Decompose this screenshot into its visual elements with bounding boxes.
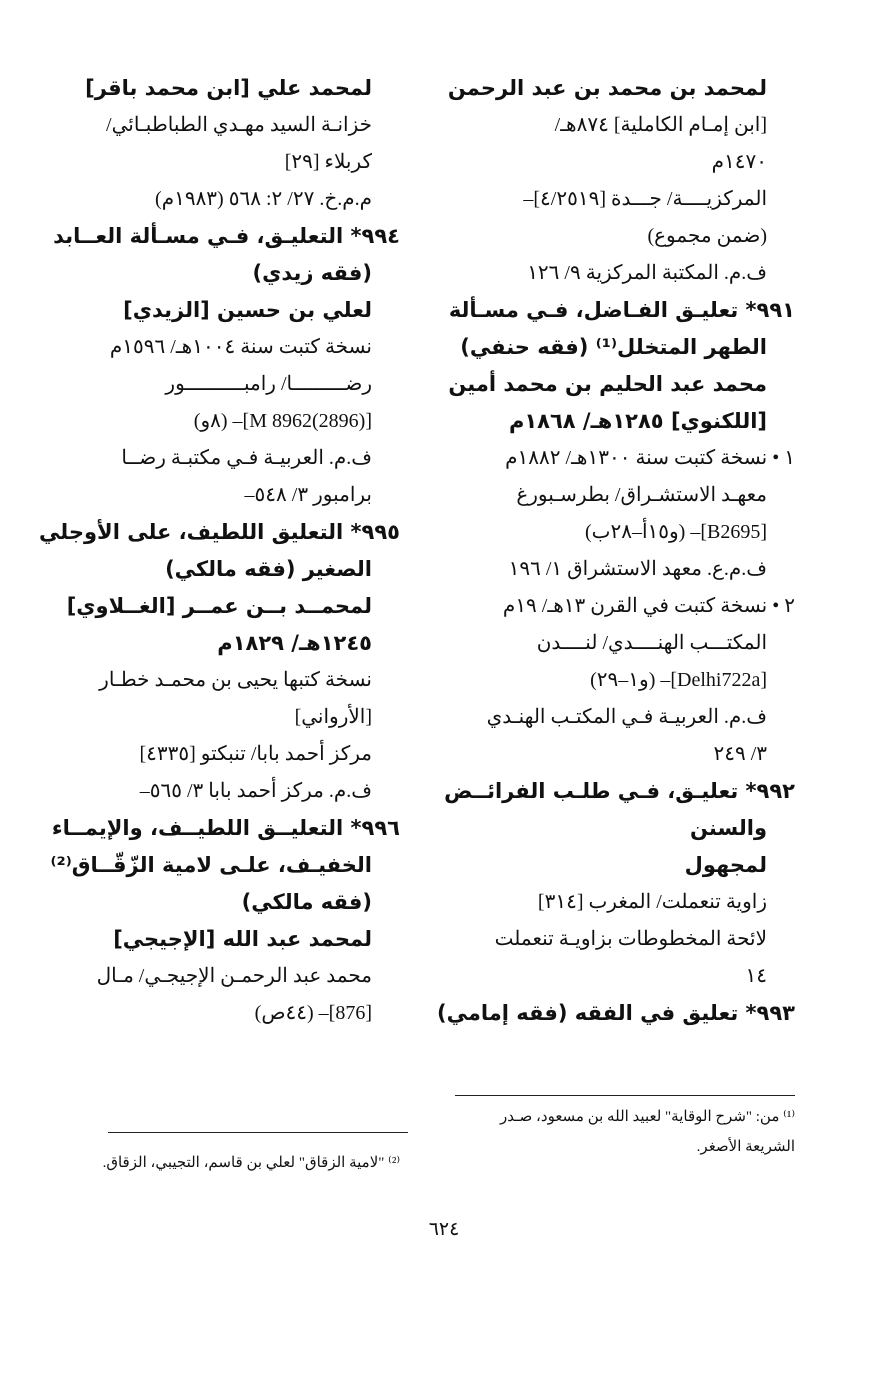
left-column-line: برامبور ٣/ ٥٤٨– (244, 484, 372, 506)
page-number: ٦٢٤ (428, 1219, 460, 1240)
left-column-line: لمحمــد بــن عمــر [الغــلاوي] (66, 594, 372, 618)
left-column-line: كربلاء [٢٩] (284, 151, 372, 173)
left-column-line: الخفيـف، علـى لامية الزّقّــاق⁽²⁾ (50, 853, 372, 877)
right-column-line: معهـد الاستشـراق/ بطرسـبورغ (516, 484, 767, 506)
right-column-line: ١٤٧٠م (711, 151, 767, 173)
right-column-line: المركزيــــة/ جـــدة [٤/٢٥١٩]– (523, 188, 767, 210)
left-column-line: [876]– (٤٤ص) (254, 1002, 372, 1024)
left-column-line: [(2896)8962 M]– (٨و) (193, 410, 372, 432)
left-column-line: نسخة كتبها يحيى بن محمـد خطـار (99, 669, 372, 691)
left-column-line: ف.م. العربيـة فـي مكتبـة رضــا (121, 447, 372, 469)
right-column-line: ف.م. المكتبة المركزية ٩/ ١٢٦ (527, 262, 767, 284)
left-column-line: ١٢٤٥هـ/ ١٨٢٩م (217, 631, 372, 655)
left-column-line: مركز أحمد بابا/ تنبكتو [٤٣٣٥] (139, 743, 372, 765)
right-column-line: لمحمد بن محمد بن عبد الرحمن (447, 76, 767, 100)
footnote-left-line-1: ⁽²⁾ "لامية الزقاق" لعلي بن قاسم، التجيبي، الزقاق. (102, 1155, 400, 1171)
left-column-line: ٩٩٦* التعليــق اللطيــف، والإيمــاء (51, 816, 400, 840)
left-column-line: لعلي بن حسين [الزيدي] (123, 298, 372, 322)
right-column-line: ف.م.ع. معهد الاستشراق ١/ ١٩٦ (508, 558, 767, 580)
right-column-line: ف.م. العربيـة فـي المكتـب الهنـدي (486, 706, 767, 728)
footnote-right-line-1: ⁽¹⁾ من: "شرح الوقاية" لعبيد الله بن مسعود، صـدر (500, 1109, 795, 1125)
left-column-line: ف.م. مركز أحمد بابا ٣/ ٥٦٥– (139, 780, 372, 802)
right-column-line: زاوية تنعملت/ المغرب [٣١٤] (537, 891, 767, 913)
left-column-line: [الأرواني] (294, 706, 372, 728)
right-column-line: ٩٩٢* تعليـق، فـي طلـب الفرائــض (444, 779, 795, 803)
right-column-line: [B2695]– (و١٥أ–٢٨ب) (584, 521, 767, 543)
footnote-left (60, 1148, 400, 1178)
right-column-line: (ضمن مجموع) (647, 225, 767, 247)
right-column-line: محمد عبد الحليم بن محمد أمين (448, 372, 767, 396)
left-column-line: (فقه زيدي) (252, 261, 372, 285)
left-column-line: (فقه مالكي) (241, 890, 372, 914)
left-column (39, 70, 400, 1032)
right-column-line: ١٤ (745, 965, 767, 987)
right-column-line: ٣/ ٢٤٩ (713, 743, 767, 765)
left-column-line: رضـــــــــا/ رامبــــــــــور (165, 373, 372, 395)
left-column-line: محمد عبد الرحمـن الإجيجـي/ مـال (96, 965, 372, 987)
footnote-right (455, 1102, 795, 1162)
footnote-rule-right (455, 1095, 795, 1096)
right-column-line: والسنن (690, 816, 767, 840)
right-column-line: المكتـــب الهنــــدي/ لنــــدن (536, 632, 767, 654)
right-column-line: [Delhi722a]– (و١–٢٩) (590, 669, 767, 691)
left-column-line: لمحمد عبد الله [الإجيجي] (113, 927, 372, 951)
right-column-line: ٢ • نسخة كتبت في القرن ١٣هـ/ ١٩م (502, 595, 795, 617)
footnote-right-line-2: الشريعة الأصغر. (696, 1139, 795, 1155)
right-column-line: [ابن إمـام الكاملية] ٨٧٤هـ/ (554, 114, 767, 136)
left-column-line: ٩٩٤* التعليـق، فـي مسـألة العــابد (53, 224, 400, 248)
right-column-line: الطهر المتخلل⁽¹⁾ (فقه حنفي) (460, 335, 767, 359)
right-column-line: [اللكنوي] ١٢٨٥هـ/ ١٨٦٨م (508, 409, 767, 433)
left-column-line: الصغير (فقه مالكي) (165, 557, 372, 581)
left-column-line: ٩٩٥* التعليق اللطيف، على الأوجلي (39, 520, 400, 544)
right-column-line: لائحة المخطوطات بزاويـة تنعملت (494, 928, 767, 950)
right-column-line: ٩٩١* تعليـق الفـاضل، فـي مسـألة (448, 298, 795, 322)
right-column-line: ٩٩٣* تعليق في الفقه (فقه إمامي) (437, 1001, 795, 1025)
right-column-line: ١ • نسخة كتبت سنة ١٣٠٠هـ/ ١٨٨٢م (505, 447, 795, 469)
right-column-line: لمجهول (684, 853, 767, 877)
left-column-line: خزانـة السيد مهـدي الطباطبـائي/ (106, 114, 372, 136)
left-column-line: نسخة كتبت سنة ١٠٠٤هـ/ ١٥٩٦م (109, 336, 372, 358)
footnote-rule-left (108, 1132, 408, 1133)
left-column-line: م.م.خ. ٢٧/ ٢: ٥٦٨ (١٩٨٣م) (155, 188, 372, 210)
left-column-line: لمحمد علي [ابن محمد باقر] (85, 76, 372, 100)
right-column (437, 70, 795, 1032)
